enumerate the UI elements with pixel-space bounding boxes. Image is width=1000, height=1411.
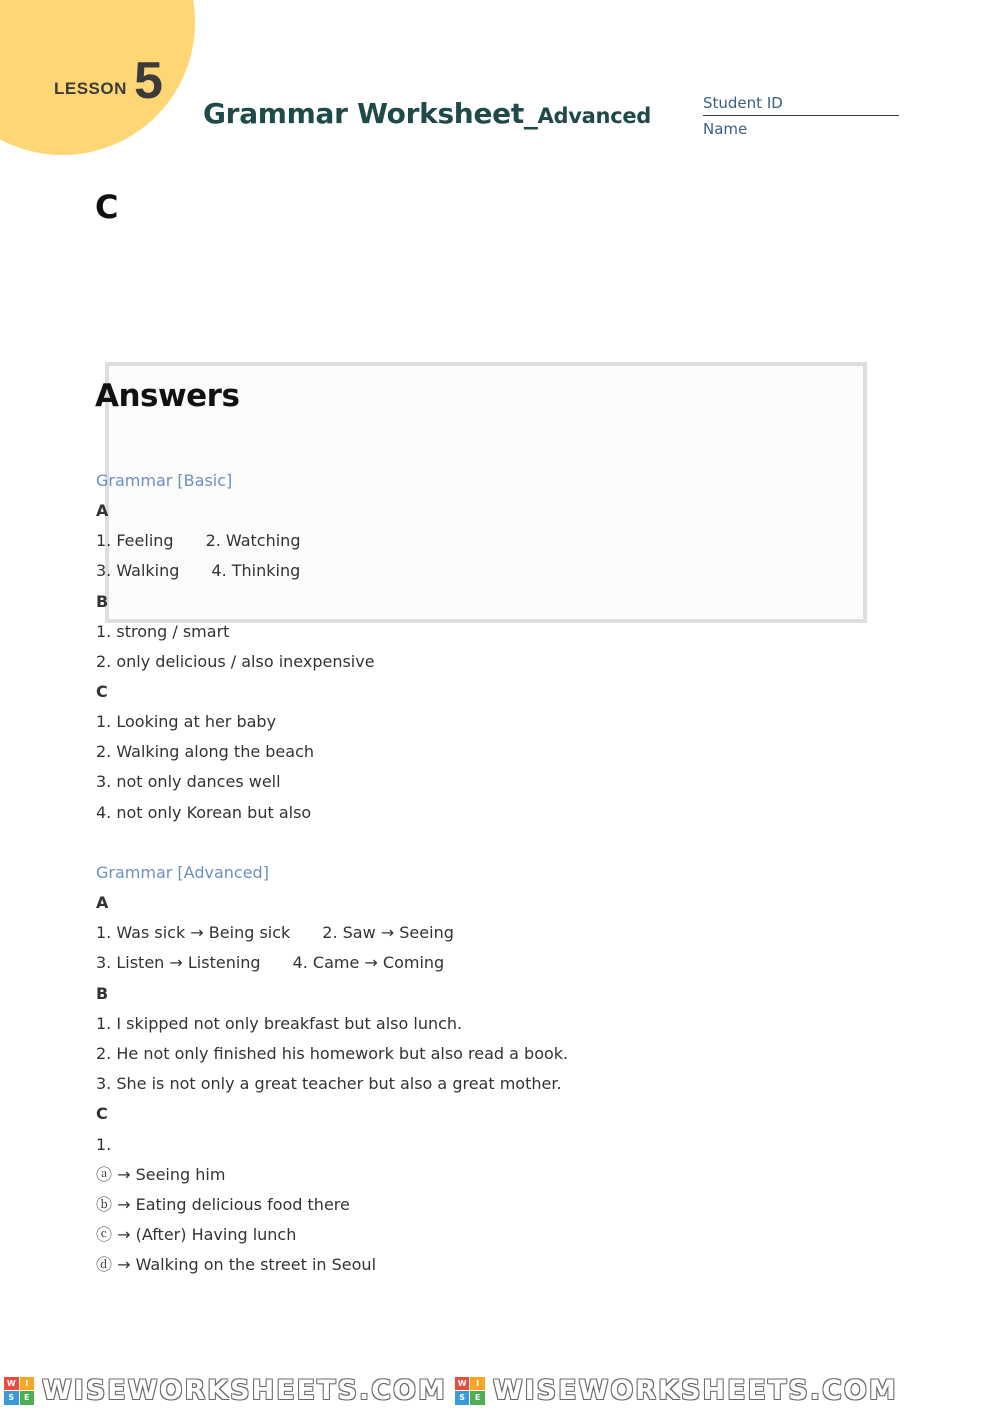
- logo-letter: W: [455, 1377, 470, 1391]
- watermark-text: WISEWORKSHEETS.COM: [42, 1375, 447, 1406]
- title-main: Grammar Worksheet_: [203, 97, 538, 130]
- basic-c-item: 4. not only Korean but also: [96, 803, 312, 822]
- lesson-number: 5: [134, 52, 163, 110]
- basic-a-line2: [96, 561, 300, 581]
- advanced-a-label: A: [96, 893, 109, 912]
- footer-watermark-bar: [0, 1370, 1000, 1411]
- wise-logo-icon: [455, 1377, 485, 1405]
- advanced-heading: Grammar [Advanced]: [96, 863, 269, 882]
- basic-b-item: 1. strong / smart: [96, 622, 230, 641]
- basic-a-1: 1. Feeling: [96, 531, 174, 550]
- basic-a-4: 4. Thinking: [211, 561, 301, 580]
- logo-letter: E: [470, 1391, 485, 1405]
- advanced-b-item: 1. I skipped not only breakfast but also lunch.: [96, 1014, 463, 1033]
- logo-letter: S: [455, 1391, 470, 1405]
- watermark-text: WISEWORKSHEETS.COM: [492, 1375, 898, 1406]
- advanced-c-item: ⓒ → (After) Having lunch: [96, 1225, 297, 1244]
- basic-c-item: 3. not only dances well: [96, 772, 281, 791]
- logo-letter: E: [20, 1391, 35, 1405]
- lesson-label: LESSON: [54, 79, 127, 98]
- advanced-a-1: 1. Was sick → Being sick: [96, 923, 291, 942]
- logo-letter: W: [4, 1377, 19, 1391]
- worksheet-title: [203, 97, 651, 130]
- logo-letter: I: [20, 1377, 35, 1391]
- student-id-field[interactable]: Student ID: [703, 94, 899, 116]
- lesson-badge-background: [0, 0, 195, 155]
- logo-letter: S: [4, 1391, 19, 1405]
- basic-c-item: 2. Walking along the beach: [96, 742, 314, 761]
- basic-b-label: B: [96, 592, 109, 611]
- advanced-c-number: 1.: [96, 1135, 112, 1154]
- answers-title: Answers: [95, 378, 240, 414]
- advanced-a-line1: [96, 923, 454, 943]
- advanced-b-item: 3. She is not only a great teacher but also a great mother.: [96, 1074, 562, 1093]
- student-name-field[interactable]: Name: [703, 120, 748, 138]
- basic-c-label: C: [96, 682, 108, 701]
- basic-heading: Grammar [Basic]: [96, 471, 233, 490]
- advanced-b-label: B: [96, 984, 109, 1003]
- advanced-a-2: 2. Saw → Seeing: [322, 923, 454, 942]
- advanced-c-item: ⓓ → Walking on the street in Seoul: [96, 1255, 377, 1274]
- advanced-c-label: C: [96, 1104, 108, 1123]
- advanced-b-item: 2. He not only finished his homework but also read a book.: [96, 1044, 569, 1063]
- basic-a-3: 3. Walking: [96, 561, 180, 580]
- logo-letter: I: [470, 1377, 485, 1391]
- advanced-a-4: 4. Came → Coming: [292, 953, 445, 972]
- advanced-c-item: ⓐ → Seeing him: [96, 1165, 226, 1184]
- advanced-a-line2: [96, 953, 444, 973]
- basic-a-2: 2. Watching: [205, 531, 301, 550]
- title-sub: Advanced: [537, 104, 652, 128]
- basic-a-label: A: [96, 501, 109, 520]
- wise-logo-icon: [4, 1377, 34, 1405]
- advanced-a-3: 3. Listen → Listening: [96, 953, 261, 972]
- section-letter: C: [95, 188, 119, 226]
- basic-b-item: 2. only delicious / also inexpensive: [96, 652, 375, 671]
- basic-a-line1: [96, 531, 300, 551]
- basic-c-item: 1. Looking at her baby: [96, 712, 277, 731]
- advanced-c-item: ⓑ → Eating delicious food there: [96, 1195, 350, 1214]
